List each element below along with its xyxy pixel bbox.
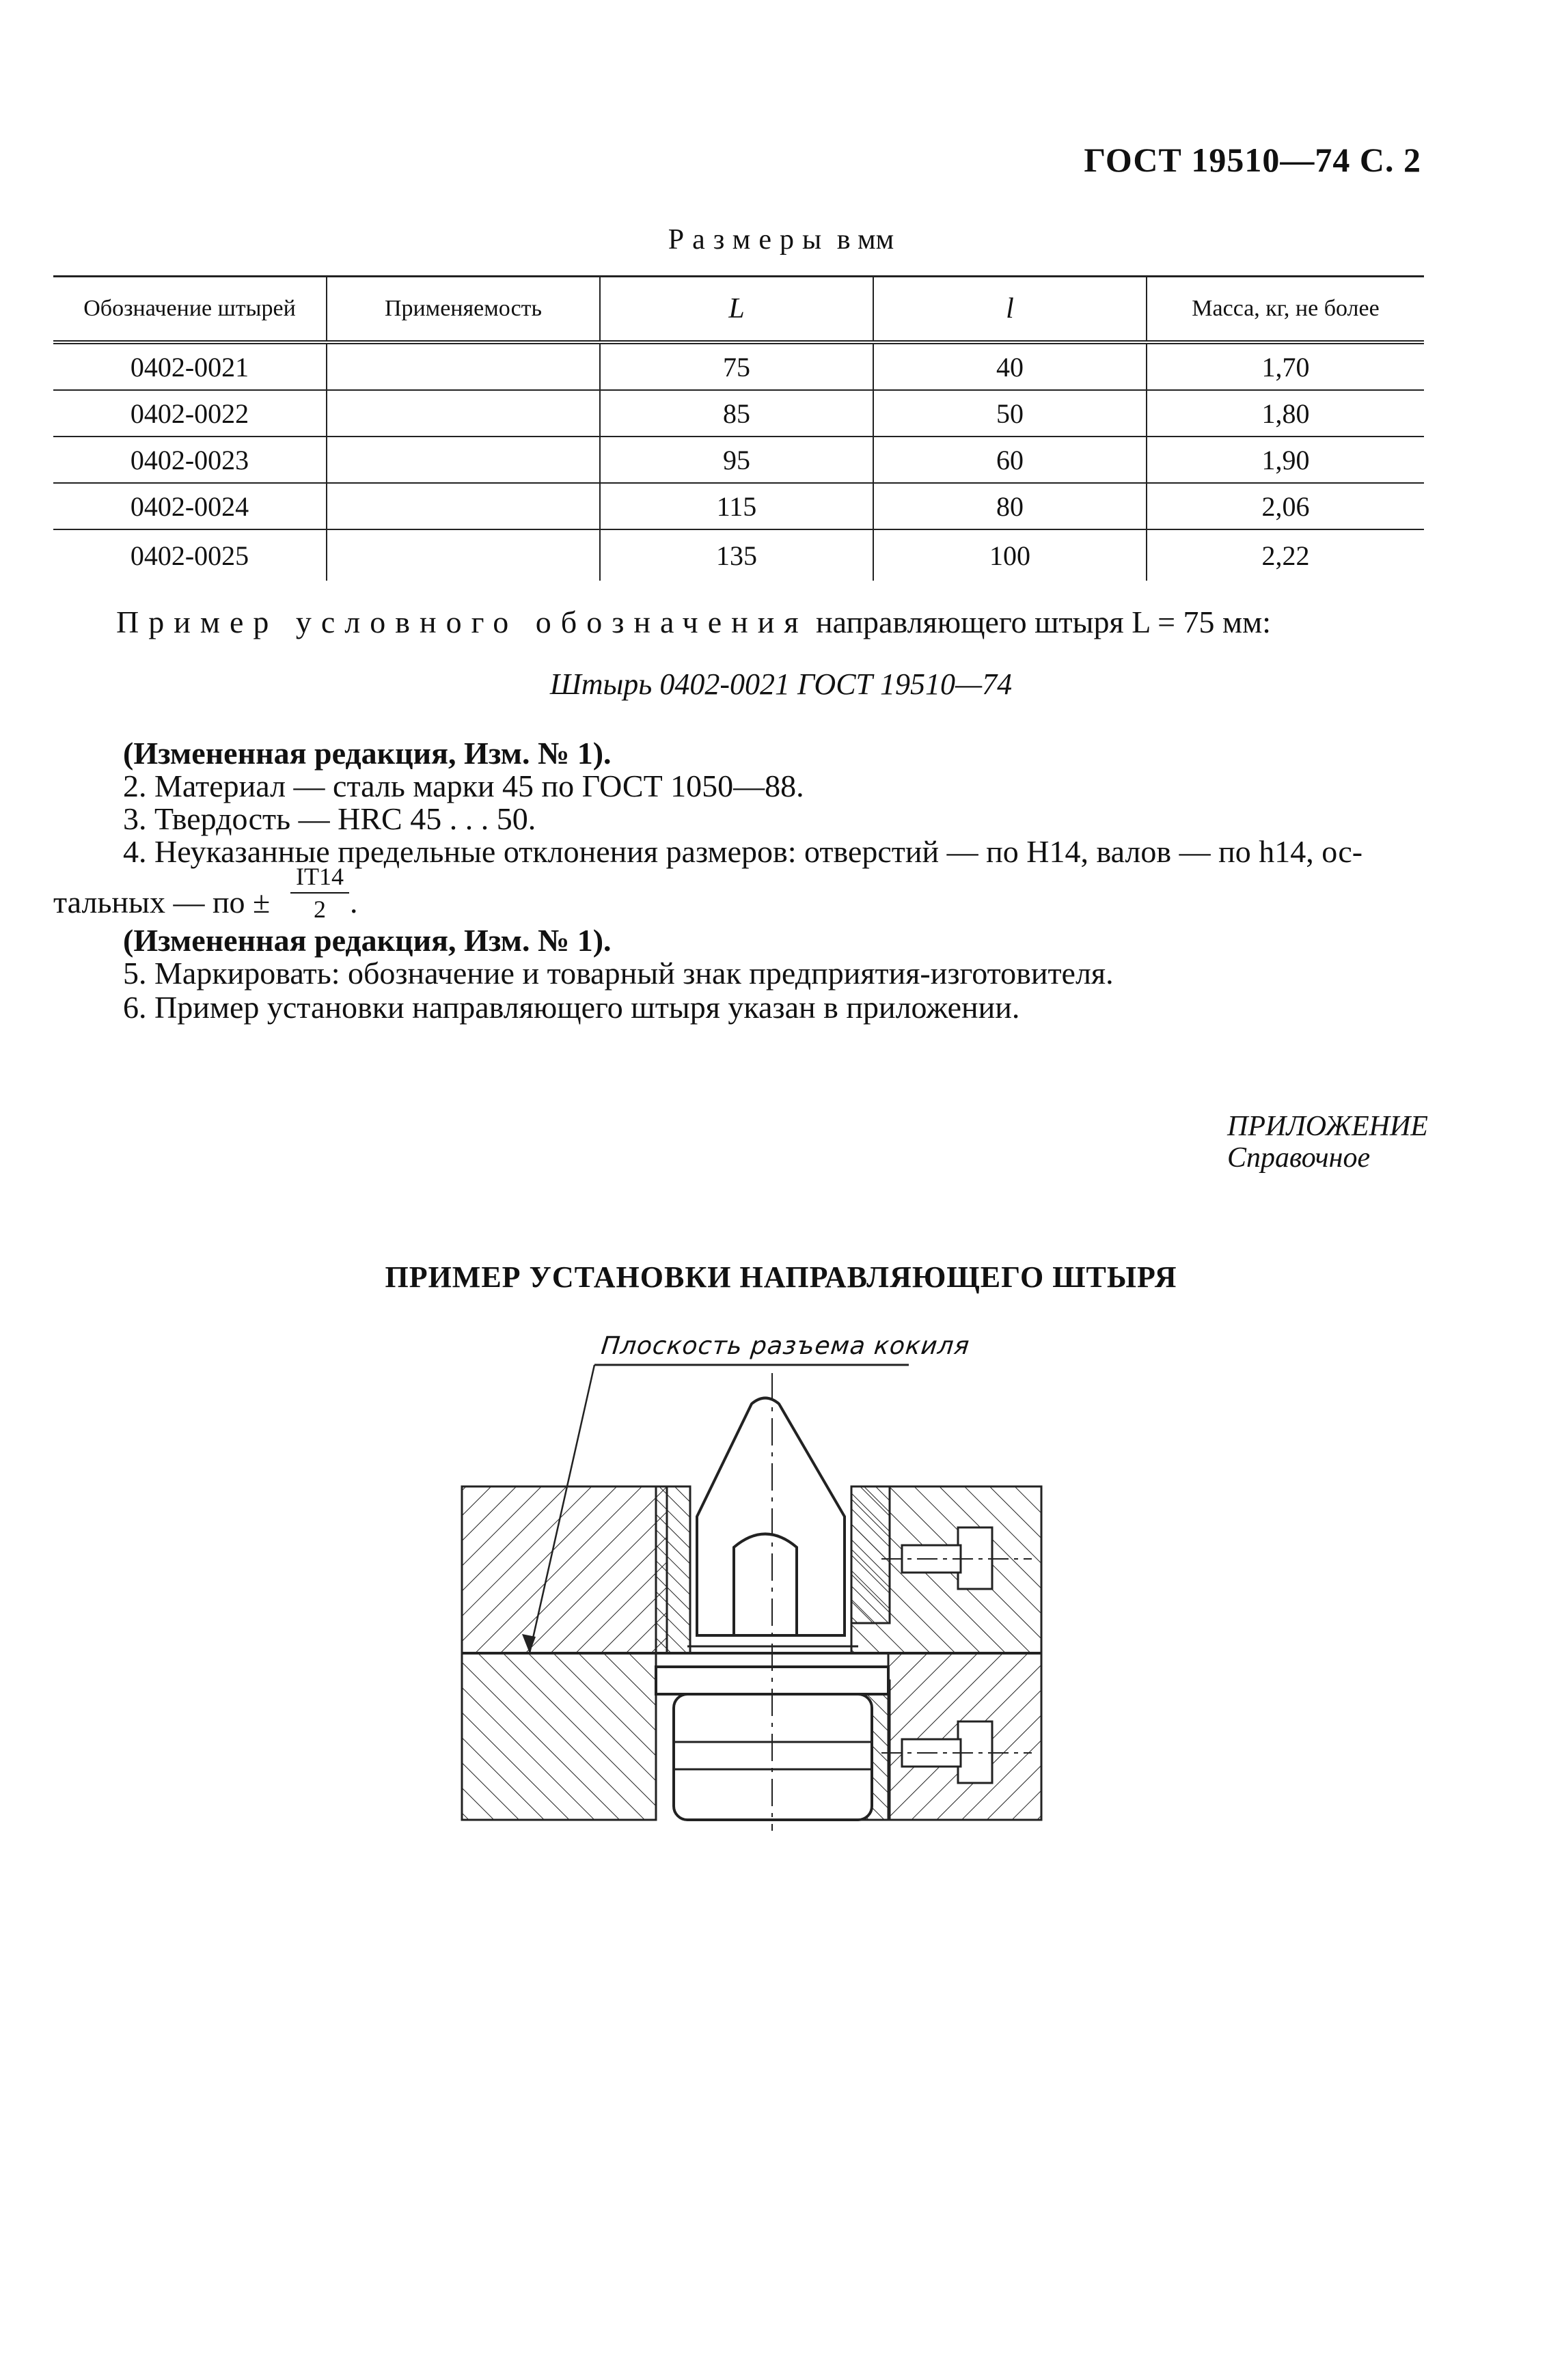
fraction-period: . [350, 885, 358, 919]
note-item-4-line2: тальных — по ± [53, 885, 271, 919]
table-row [53, 483, 1424, 529]
table-row [53, 342, 1424, 390]
example-designation: Штырь 0402-0021 ГОСТ 19510—74 [549, 667, 1013, 701]
pin-specs-table [53, 275, 1424, 581]
section-title: ПРИМЕР УСТАНОВКИ НАПРАВЛЯЮЩЕГО ШТЫРЯ [385, 1260, 1177, 1294]
upper-bushing-left [656, 1486, 690, 1653]
installation-drawing [451, 1325, 1052, 1844]
cell-designation: 0402-0021 [53, 342, 327, 390]
example-line [116, 604, 1271, 640]
cell-l: 100 [873, 529, 1147, 581]
col-header-applicability: Применяемость [327, 277, 600, 343]
lower-die-left [462, 1653, 656, 1820]
cell-mass: 2,22 [1147, 529, 1424, 581]
cell-L: 135 [600, 529, 873, 581]
cell-l: 40 [873, 342, 1147, 390]
cell-L: 115 [600, 483, 873, 529]
table-caption-label: Размеры [668, 224, 830, 255]
cell-mass: 2,06 [1147, 483, 1424, 529]
cell-designation: 0402-0023 [53, 437, 327, 483]
note-item-4-line1: 4. Неуказанные предельные отклонения размеров: отверстий — по H14, валов — по h14, ос- [123, 834, 1363, 869]
upper-bushing-right [851, 1486, 890, 1623]
table-caption-unit: в мм [836, 224, 894, 255]
cell-mass: 1,70 [1147, 342, 1424, 390]
cell-designation: 0402-0022 [53, 390, 327, 437]
cell-applicability [327, 529, 600, 581]
cell-L: 95 [600, 437, 873, 483]
table-row [53, 437, 1424, 483]
table-header-row [53, 277, 1424, 343]
guide-pin-head [697, 1398, 845, 1636]
col-header-mass: Масса, кг, не более [1147, 277, 1424, 343]
cell-designation: 0402-0025 [130, 540, 249, 571]
cell-mass: 1,80 [1147, 390, 1424, 437]
note-item-5: 5. Маркировать: обозначение и товарный знак предприятия-изготовителя. [123, 956, 1114, 991]
cell-l: 50 [873, 390, 1147, 437]
example-spaced-text: Пример условного обозначения [116, 605, 808, 639]
col-header-L: L [600, 277, 873, 343]
page-header: ГОСТ 19510—74 С. 2 [1084, 141, 1421, 179]
appendix-subtitle: Справочное [1227, 1142, 1371, 1174]
drawing-label: Плоскость разъема кокиля [599, 1332, 972, 1360]
cell-applicability [327, 483, 600, 529]
cell-mass: 1,90 [1147, 437, 1424, 483]
col-header-l: l [873, 277, 1147, 343]
cell-designation: 0402-0024 [53, 483, 327, 529]
note-item-2: 2. Материал — сталь марки 45 по ГОСТ 1050—88. [123, 769, 804, 803]
note-item-6: 6. Пример установки направляющего штыря указан в приложении. [123, 990, 1020, 1025]
table-caption [0, 223, 1562, 256]
cell-l: 60 [873, 437, 1147, 483]
table-row [53, 390, 1424, 437]
note-item-3: 3. Твердость — HRC 45 . . . 50. [123, 801, 536, 836]
appendix-label [1227, 1111, 1428, 1174]
cell-applicability [327, 342, 600, 390]
fraction-denominator: 2 [314, 896, 326, 923]
upper-die-left [462, 1486, 667, 1653]
cell-applicability [327, 437, 600, 483]
cell-L: 75 [600, 342, 873, 390]
table-row [53, 529, 1424, 581]
changed-edition-note-2: (Измененная редакция, Изм. № 1). [123, 923, 612, 958]
cell-L: 85 [600, 390, 873, 437]
cell-l: 80 [873, 483, 1147, 529]
appendix-title: ПРИЛОЖЕНИЕ [1227, 1111, 1428, 1142]
fraction-bar [290, 892, 349, 894]
changed-edition-note-1: (Измененная редакция, Изм. № 1). [123, 736, 612, 771]
example-rest-text: направляющего штыря L = 75 мм: [816, 605, 1272, 639]
fraction-numerator: IT14 [296, 863, 344, 890]
col-header-designation: Обозначение штырей [53, 277, 327, 343]
cell-applicability [327, 390, 600, 437]
